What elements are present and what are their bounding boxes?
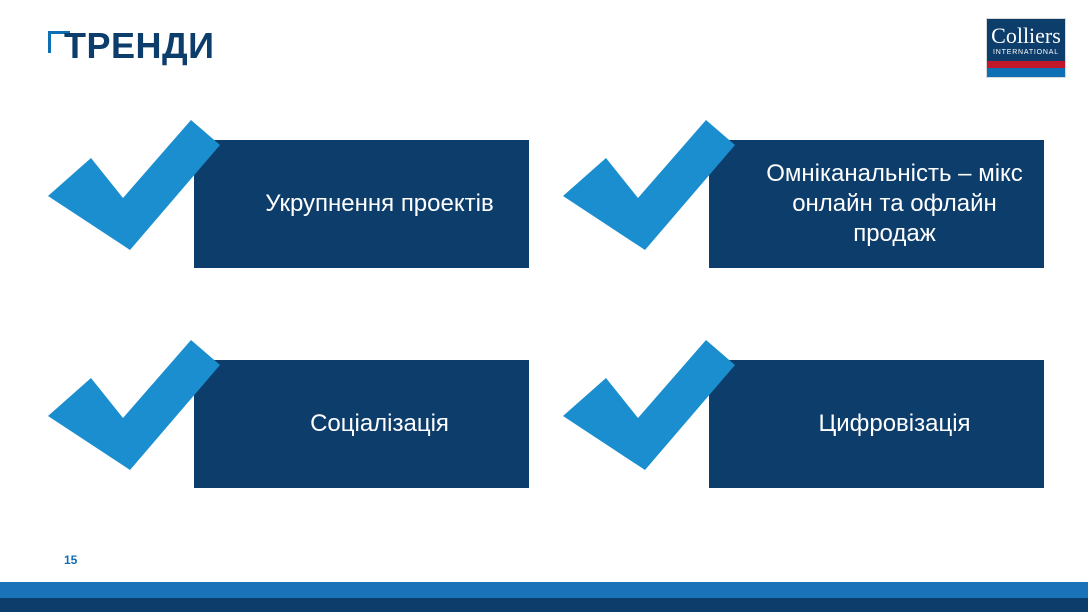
trend-item [44, 338, 529, 488]
trend-bar [709, 360, 1044, 488]
trend-item [559, 118, 1044, 268]
page-number: 15 [64, 553, 78, 567]
check-icon [44, 338, 224, 488]
trend-label: Укрупнення проектів [265, 190, 494, 217]
check-icon [44, 118, 224, 268]
check-icon [559, 338, 739, 488]
trend-bar [709, 140, 1044, 268]
page-title [48, 26, 215, 66]
logo-word: Colliers [991, 23, 1061, 48]
trend-bar [194, 360, 529, 488]
trends-grid [44, 118, 1044, 488]
colliers-logo [986, 18, 1066, 78]
trend-label: Омніканальність – мікс онлайн та офлайн продаж [766, 160, 1023, 247]
logo-wordmark-block [987, 19, 1065, 61]
trend-item [559, 338, 1044, 488]
logo-red-stripe [987, 61, 1065, 68]
footer-dark-bar [0, 598, 1088, 612]
trend-label: Соціалізація [310, 410, 449, 437]
footer-light-bar [0, 582, 1088, 598]
trend-label: Цифровізація [818, 410, 971, 437]
trend-item [44, 118, 529, 268]
logo-subtitle: INTERNATIONAL [993, 49, 1059, 56]
title-text: ТРЕНДИ [64, 25, 215, 66]
check-icon [559, 118, 739, 268]
logo-blue-stripe [987, 68, 1065, 77]
trend-bar [194, 140, 529, 268]
